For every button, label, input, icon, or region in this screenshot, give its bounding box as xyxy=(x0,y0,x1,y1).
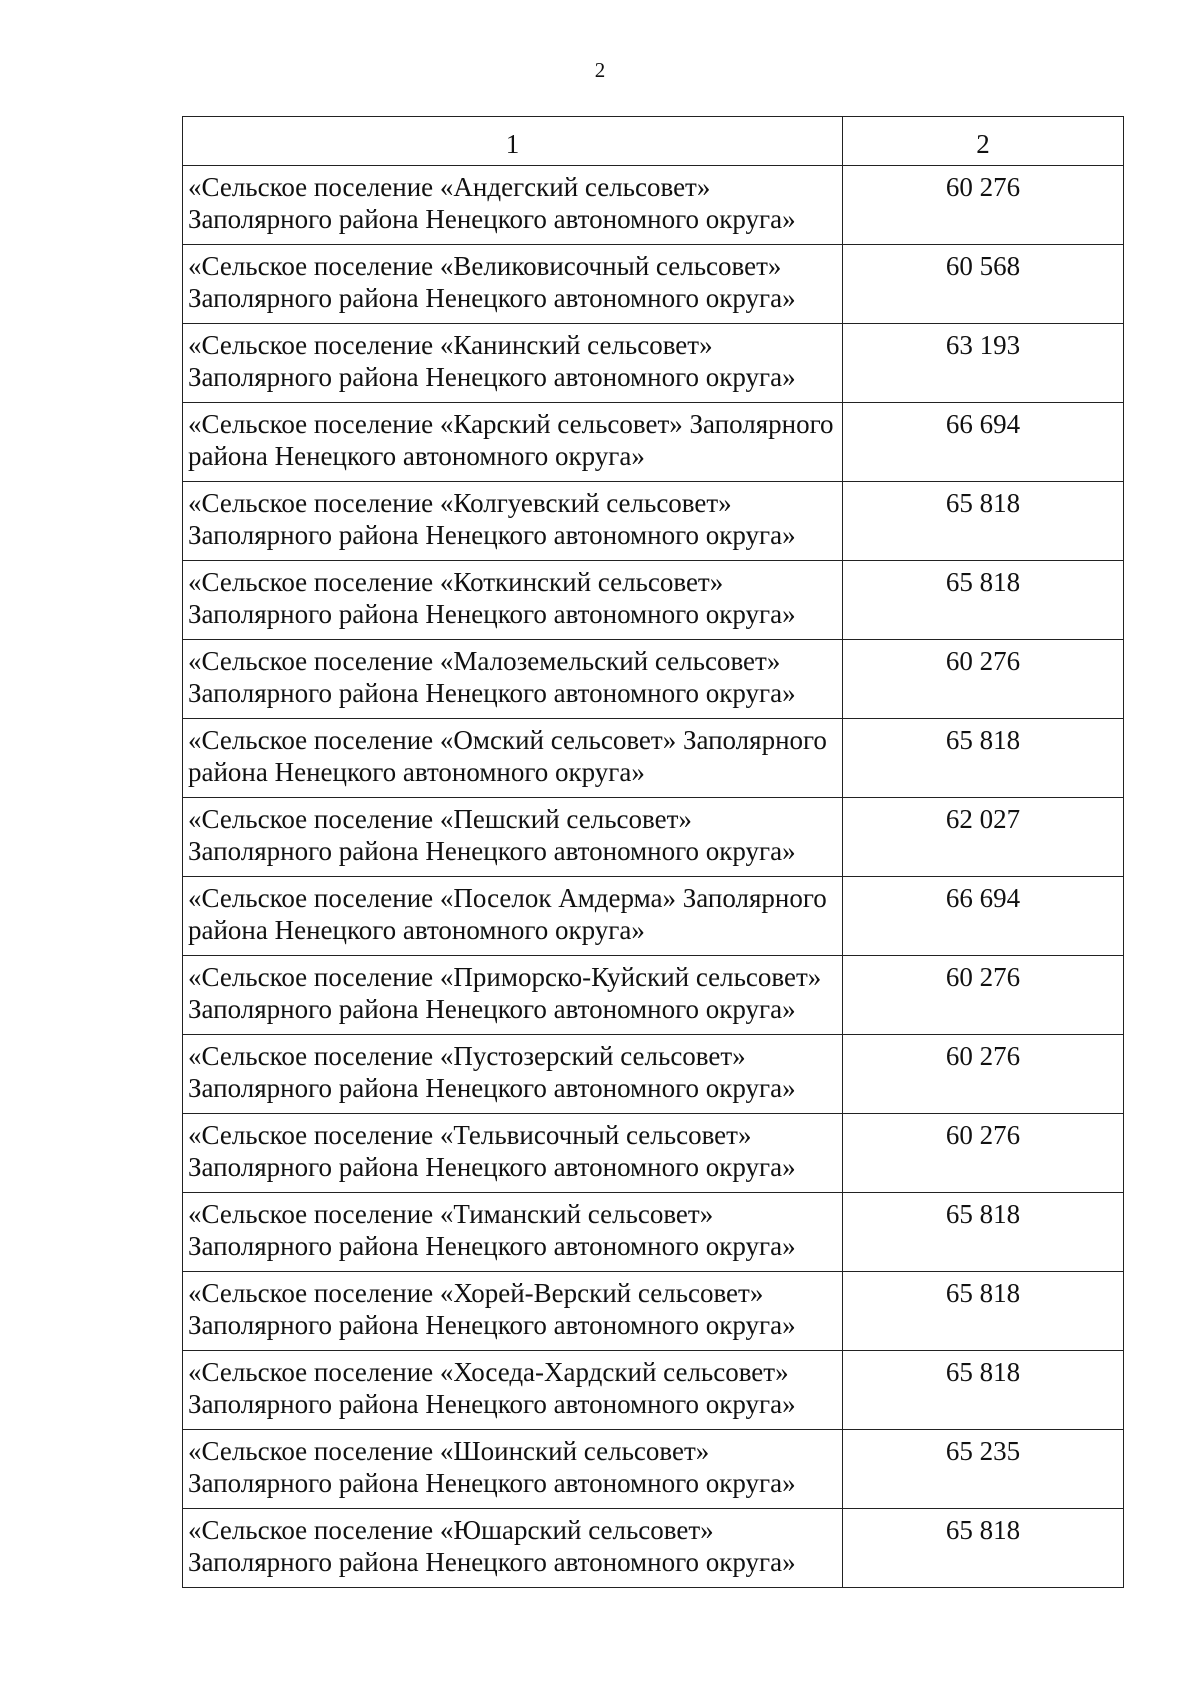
settlement-name-cell: «Сельское поселение «Карский сельсовет» Заполярного района Ненецкого автономного округа» xyxy=(183,403,843,482)
column-header-2: 2 xyxy=(843,117,1124,166)
settlement-name-cell: «Сельское поселение «Андегский сельсовет» Заполярного района Ненецкого автономного округа» xyxy=(183,166,843,245)
settlement-name-cell: «Сельское поселение «Юшарский сельсовет» Заполярного района Ненецкого автономного округа» xyxy=(183,1509,843,1588)
table-row xyxy=(183,719,1124,798)
settlement-name-cell: «Сельское поселение «Поселок Амдерма» Заполярного района Ненецкого автономного округа» xyxy=(183,877,843,956)
value-cell: 66 694 xyxy=(843,403,1124,482)
settlement-name-cell: «Сельское поселение «Хоседа-Хардский сельсовет» Заполярного района Ненецкого автономного округа» xyxy=(183,1351,843,1430)
table-row xyxy=(183,956,1124,1035)
value-cell: 65 818 xyxy=(843,1351,1124,1430)
data-table xyxy=(182,116,1124,1588)
settlement-name-cell: «Сельское поселение «Колгуевский сельсовет» Заполярного района Ненецкого автономного округа» xyxy=(183,482,843,561)
settlement-name-cell: «Сельское поселение «Коткинский сельсовет» Заполярного района Ненецкого автономного округа» xyxy=(183,561,843,640)
value-cell: 65 818 xyxy=(843,1193,1124,1272)
table-row xyxy=(183,403,1124,482)
table-row xyxy=(183,245,1124,324)
value-cell: 65 235 xyxy=(843,1430,1124,1509)
settlement-name-cell: «Сельское поселение «Малоземельский сельсовет» Заполярного района Ненецкого автономного округа» xyxy=(183,640,843,719)
settlement-name-cell: «Сельское поселение «Хорей-Верский сельсовет» Заполярного района Ненецкого автономного округа» xyxy=(183,1272,843,1351)
value-cell: 65 818 xyxy=(843,482,1124,561)
value-cell: 60 276 xyxy=(843,956,1124,1035)
page-number: 2 xyxy=(594,58,606,82)
value-cell: 63 193 xyxy=(843,324,1124,403)
table-row xyxy=(183,1035,1124,1114)
value-cell: 65 818 xyxy=(843,1272,1124,1351)
settlement-name-cell: «Сельское поселение «Тиманский сельсовет» Заполярного района Ненецкого автономного округа» xyxy=(183,1193,843,1272)
settlement-name-cell: «Сельское поселение «Шоинский сельсовет» Заполярного района Ненецкого автономного округа» xyxy=(183,1430,843,1509)
table-row xyxy=(183,166,1124,245)
settlement-name-cell: «Сельское поселение «Пустозерский сельсовет» Заполярного района Ненецкого автономного округа» xyxy=(183,1035,843,1114)
settlement-name-cell: «Сельское поселение «Приморско-Куйский сельсовет» Заполярного района Ненецкого автономного округа» xyxy=(183,956,843,1035)
settlement-name-cell: «Сельское поселение «Тельвисочный сельсовет» Заполярного района Ненецкого автономного округа» xyxy=(183,1114,843,1193)
table-row xyxy=(183,324,1124,403)
table-row xyxy=(183,1509,1124,1588)
table-header-row xyxy=(183,117,1124,166)
table-row xyxy=(183,877,1124,956)
column-header-1: 1 xyxy=(183,117,843,166)
value-cell: 60 276 xyxy=(843,640,1124,719)
table-row xyxy=(183,482,1124,561)
table-row xyxy=(183,561,1124,640)
value-cell: 65 818 xyxy=(843,719,1124,798)
table-row xyxy=(183,640,1124,719)
value-cell: 65 818 xyxy=(843,1509,1124,1588)
value-cell: 60 568 xyxy=(843,245,1124,324)
settlement-name-cell: «Сельское поселение «Пешский сельсовет» Заполярного района Ненецкого автономного округа» xyxy=(183,798,843,877)
value-cell: 60 276 xyxy=(843,1035,1124,1114)
table-row xyxy=(183,1351,1124,1430)
table-row xyxy=(183,1193,1124,1272)
value-cell: 60 276 xyxy=(843,166,1124,245)
table-row xyxy=(183,1272,1124,1351)
value-cell: 65 818 xyxy=(843,561,1124,640)
settlement-name-cell: «Сельское поселение «Великовисочный сельсовет» Заполярного района Ненецкого автономного округа» xyxy=(183,245,843,324)
settlement-name-cell: «Сельское поселение «Омский сельсовет» Заполярного района Ненецкого автономного округа» xyxy=(183,719,843,798)
value-cell: 66 694 xyxy=(843,877,1124,956)
value-cell: 62 027 xyxy=(843,798,1124,877)
settlement-name-cell: «Сельское поселение «Канинский сельсовет» Заполярного района Ненецкого автономного округа» xyxy=(183,324,843,403)
table-row xyxy=(183,798,1124,877)
table-row xyxy=(183,1430,1124,1509)
table-row xyxy=(183,1114,1124,1193)
value-cell: 60 276 xyxy=(843,1114,1124,1193)
